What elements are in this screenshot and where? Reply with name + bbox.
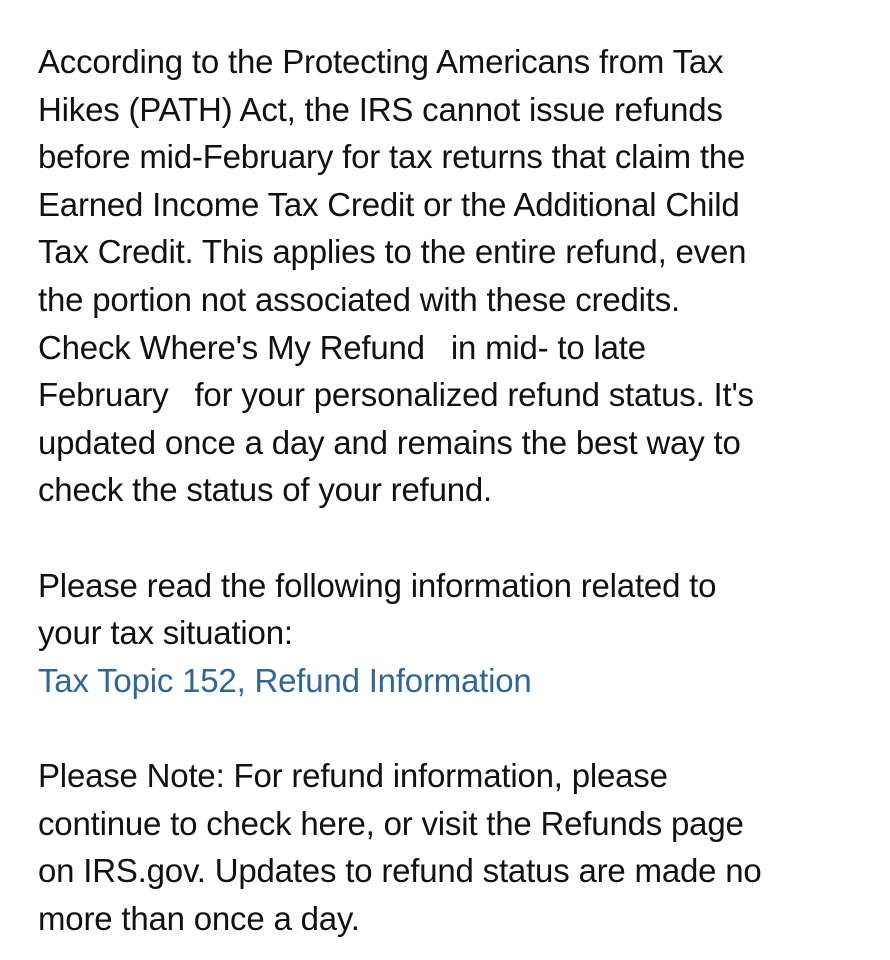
path-notice-fragment: in mid- to late (450, 328, 646, 366)
path-notice-line: check the status of your refund. (38, 471, 493, 509)
refund-status-message (38, 38, 868, 942)
path-notice-line: before mid-February for tax returns that claim the (38, 138, 746, 176)
tax-topic-152-link[interactable]: Tax Topic 152, Refund Information (38, 661, 532, 699)
note-line: on IRS.gov. Updates to refund status are made no (38, 852, 762, 890)
path-notice-line (38, 371, 868, 419)
path-notice-line: Earned Income Tax Credit or the Additional Child (38, 185, 740, 223)
path-notice-line: According to the Protecting Americans from Tax (38, 43, 724, 80)
note-line: continue to check here, or visit the Refunds page (38, 804, 744, 842)
february-text: February (38, 376, 169, 414)
paragraph-spacer (38, 514, 868, 562)
path-notice-line: Hikes (PATH) Act, the IRS cannot issue refunds (38, 90, 723, 128)
path-notice-line (38, 324, 868, 372)
related-info-line (38, 657, 868, 705)
related-info-line: your tax situation: (38, 614, 293, 652)
path-notice-line: updated once a day and remains the best way to (38, 423, 741, 461)
path-notice-line: the portion not associated with these credits. (38, 280, 681, 318)
related-info-line: Please read the following information related to (38, 566, 717, 604)
paragraph-spacer (38, 704, 868, 752)
path-act-notice (38, 38, 868, 514)
note-line: more than once a day. (38, 899, 360, 937)
path-notice-fragment: for your personalized refund status. It's (194, 376, 754, 414)
wheres-my-refund-text: Check Where's My Refund (38, 328, 425, 366)
please-note-section (38, 752, 868, 942)
path-notice-line: Tax Credit. This applies to the entire refund, even (38, 233, 747, 271)
related-info-section (38, 562, 868, 705)
note-line: Please Note: For refund information, please (38, 756, 668, 794)
